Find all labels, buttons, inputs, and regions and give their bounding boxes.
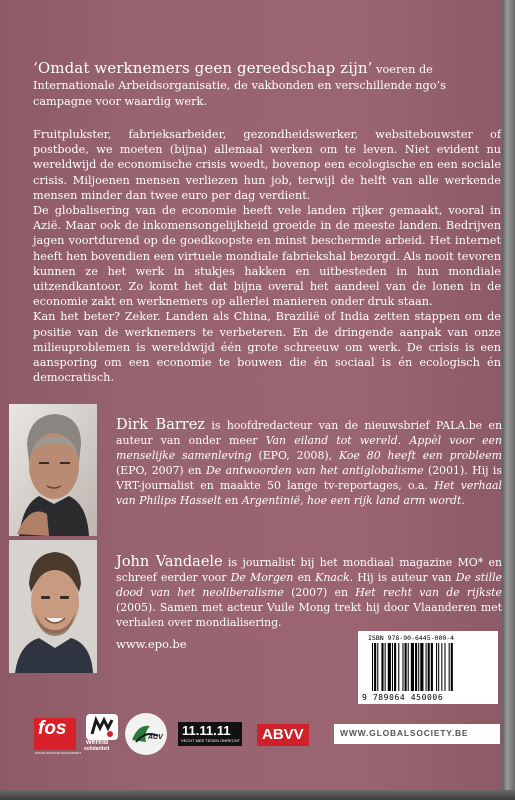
bio-text: is journalist bij het mondiaal magazine MO* en schreef eerder voor bbox=[116, 556, 503, 584]
paragraph-1: Fruitplukster, fabrieksarbeider, gezondheidswerker, websitebouwster of postbode, we moeten (bijna) allemaal werken om te leven. Niet evident nu wereldwijd de economische crisis woedt, bovenop een ecologische en een sociale crisis. Miljoenen mensen verliezen hun job, terwijl de helft van alle werkende mensen minder dan twee euro per dag verdient. bbox=[33, 128, 501, 202]
barcode-bar bbox=[388, 643, 391, 691]
intro-quote: ‘Omdat werknemers geen gereedschap zijn’ bbox=[33, 59, 373, 77]
fos-logo bbox=[34, 718, 82, 755]
book-title: De stille dood van het neoliberalisme bbox=[116, 571, 502, 599]
book-title: Koe 80 heeft een probleem bbox=[339, 449, 503, 462]
barcode-bar bbox=[426, 643, 427, 691]
book-title: Het recht van de rijkste bbox=[355, 586, 502, 599]
barcode-bar bbox=[438, 643, 439, 691]
publication-title: De Morgen bbox=[230, 571, 294, 584]
barcode-bar bbox=[374, 643, 376, 691]
bio-text: (2005). Samen met acteur Vuile Mong trekt hij door Vlaanderen met verhalen over mondialisering. bbox=[116, 601, 502, 629]
wereldsolidariteit-logo bbox=[84, 714, 120, 752]
intro-rest: voeren de Internationale Arbeidsorganisatie, de vakbonden en verschillende ngo’s campagne voor waardig werk. bbox=[33, 63, 446, 108]
barcode-bar bbox=[381, 643, 383, 691]
bio-text: . bbox=[461, 494, 465, 507]
barcode-bar bbox=[449, 643, 450, 691]
bio-text: (2007) en bbox=[283, 586, 356, 599]
report-title: Het verhaal van Philips Hasselt bbox=[116, 479, 502, 507]
fos-logo-text: fos bbox=[38, 718, 67, 739]
acv-text: ACV bbox=[148, 734, 163, 741]
bio-text: is hoofdredacteur van de nieuwsbrief PALA.be en auteur van onder meer bbox=[116, 419, 502, 447]
bio-text: (EPO, 2008), bbox=[251, 449, 340, 462]
bio-text: en bbox=[221, 494, 242, 507]
barcode-bar bbox=[394, 643, 396, 691]
bio-john-vandaele bbox=[116, 555, 502, 630]
isbn-label: ISBN 978-90-6445-000-4 bbox=[368, 634, 455, 642]
barcode-bar bbox=[372, 643, 373, 691]
abvv-text: ABVV bbox=[262, 726, 304, 743]
book-title: Van eiland tot wereld. Appèl voor een menselijke samenleving bbox=[116, 434, 502, 462]
report-title: Argentinië, hoe een rijk land arm wordt bbox=[241, 494, 462, 507]
wereld-text: wereld bbox=[86, 739, 109, 746]
book-title: De antwoorden van het antiglobalisme bbox=[206, 464, 424, 477]
barcode-bar bbox=[451, 643, 453, 691]
barcode-bar bbox=[420, 643, 423, 691]
barcode-bar bbox=[428, 643, 430, 691]
bio-text: (2001). Hij is VRT-journalist en maakte 50 lange tv-reportages, o.a. bbox=[116, 464, 502, 492]
sponsor-logos bbox=[0, 712, 515, 762]
barcode-bar bbox=[398, 643, 399, 691]
intro-text bbox=[33, 60, 503, 110]
page-edge bbox=[502, 0, 515, 800]
barcode-digits: 9 789064 450006 bbox=[362, 693, 444, 702]
author-photo-dirk-barrez bbox=[9, 404, 97, 536]
barcode-bar bbox=[405, 643, 407, 691]
barcode-bar bbox=[444, 643, 445, 691]
wereldsolidariteit-icon bbox=[84, 714, 120, 740]
publication-title: Knack bbox=[315, 571, 350, 584]
solidariteit-text: solidariteit bbox=[84, 746, 110, 752]
fos-logo-subtext: SOCIALISTISCHE SOLIDARITEIT bbox=[35, 751, 82, 755]
website-link[interactable]: www.epo.be bbox=[116, 637, 187, 651]
barcode-bar bbox=[385, 643, 386, 691]
barcode-bar bbox=[377, 643, 378, 691]
bio-text: (EPO, 2007) en bbox=[116, 464, 207, 477]
barcode-bar bbox=[418, 643, 419, 691]
paragraph-3: Kan het beter? Zeker. Landen als China, Brazilië of India zetten stappen om de positie van de werknemers te verbeteren. En de dringende aanpak van onze milieuproblemen is wereldwijd één grote schreeuw om werk. De crisis is een aansporing om een economie te bouwen die én sociaal is én ecologisch én democratisch. bbox=[33, 310, 501, 385]
barcode-bar bbox=[411, 643, 414, 691]
page-edge-bottom bbox=[0, 790, 515, 800]
isbn-barcode bbox=[358, 631, 498, 704]
author-photo-john-vandaele bbox=[9, 540, 97, 673]
11-11-11-logo bbox=[178, 722, 242, 746]
barcode-bar bbox=[402, 643, 403, 691]
barcode-bar bbox=[441, 643, 442, 691]
barcode-bar bbox=[415, 643, 417, 691]
11-11-11-text: 11.11.11 bbox=[182, 723, 231, 738]
author-name: Dirk Barrez bbox=[116, 417, 205, 433]
bio-text: . Hij is auteur van bbox=[349, 571, 456, 584]
author-name: John Vandaele bbox=[116, 554, 223, 570]
blurb-body bbox=[33, 127, 501, 385]
paragraph-2: De globalisering van de economie heeft vele landen rijker gemaakt, vooral in Azië. Maar ook de inkomensongelijkheid groeide in de meeste landen. Bedrijven jagen voortdurend op de goedkoopste en minst beschermde arbeid. Het internet heeft hen bovendien een virtuele mondiale fabriekshal bezorgd. Als nooit tevoren kunnen ze het werk in stukjes hakken en uitbesteden in hun mondiale uitzendkantoor. Zo komt het dat bijna overal het aandeel van de lonen in de economie zakt en werknemers op allerlei manieren onder druk staan. bbox=[33, 204, 501, 309]
acv-logo bbox=[124, 712, 168, 756]
globalsociety-logo[interactable] bbox=[334, 724, 500, 744]
abvv-logo bbox=[257, 724, 309, 746]
bio-dirk-barrez bbox=[116, 418, 502, 508]
barcode-bar bbox=[408, 643, 409, 691]
barcode-bar bbox=[431, 643, 433, 691]
barcode-bar bbox=[436, 643, 437, 691]
barcode-bar bbox=[392, 643, 393, 691]
globalsociety-text: WWW.GLOBALSOCIETY.BE bbox=[340, 728, 469, 738]
11-11-11-subtext: VECHT MEE TEGEN ONRECHT bbox=[181, 738, 240, 743]
bio-text: en bbox=[293, 571, 316, 584]
